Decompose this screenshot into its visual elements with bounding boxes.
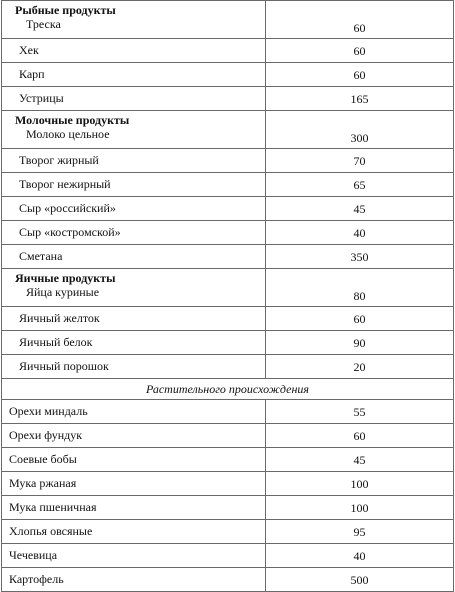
group-title-dairy: Молочные продукты	[15, 113, 130, 127]
row-value: 65	[266, 173, 454, 197]
row-name: Орехи фундук	[2, 424, 266, 448]
row-name: Творог нежирный	[2, 173, 266, 197]
table-row	[2, 331, 454, 355]
table-row	[2, 568, 454, 592]
row-value: 95	[266, 520, 454, 544]
table-row	[2, 173, 454, 197]
row-name: Устрицы	[2, 87, 266, 111]
table-row	[2, 544, 454, 568]
row-name: Картофель	[2, 568, 266, 592]
table-row	[2, 197, 454, 221]
row-name: Сыр «российский»	[2, 197, 266, 221]
row-value: 350	[266, 245, 454, 269]
row-value: 40	[266, 221, 454, 245]
row-name: Соевые бобы	[2, 448, 266, 472]
table-row	[2, 63, 454, 87]
table-row	[2, 355, 454, 379]
table-row	[2, 221, 454, 245]
table-row	[2, 111, 454, 149]
group-cell	[2, 1, 266, 39]
table-row	[2, 149, 454, 173]
group-cell	[2, 269, 266, 307]
row-name: Хек	[2, 39, 266, 63]
row-name: Молоко цельное	[26, 127, 110, 141]
food-table	[1, 0, 454, 592]
group-cell	[2, 111, 266, 149]
table-row	[2, 245, 454, 269]
row-name: Карп	[2, 63, 266, 87]
row-name: Яичный белок	[2, 331, 266, 355]
row-name: Чечевица	[2, 544, 266, 568]
row-value: 500	[266, 568, 454, 592]
table-row	[2, 1, 454, 39]
table-row	[2, 400, 454, 424]
row-value: 100	[266, 472, 454, 496]
row-name: Сыр «костромской»	[2, 221, 266, 245]
row-name: Сметана	[2, 245, 266, 269]
table-row	[2, 307, 454, 331]
row-value: 60	[266, 63, 454, 87]
row-name: Треска	[26, 17, 61, 31]
row-name: Мука ржаная	[2, 472, 266, 496]
row-name: Яичный порошок	[2, 355, 266, 379]
row-value: 300	[266, 111, 454, 149]
section-title-plant: Растительного происхождения	[2, 379, 454, 400]
group-title-fish: Рыбные продукты	[15, 3, 116, 17]
row-value: 60	[266, 1, 454, 39]
row-name: Мука пшеничная	[2, 496, 266, 520]
table-row	[2, 87, 454, 111]
row-name: Хлопья овсяные	[2, 520, 266, 544]
row-value: 60	[266, 39, 454, 63]
table-row	[2, 448, 454, 472]
row-value: 45	[266, 448, 454, 472]
row-value: 20	[266, 355, 454, 379]
row-name: Творог жирный	[2, 149, 266, 173]
row-value: 40	[266, 544, 454, 568]
row-name: Орехи миндаль	[2, 400, 266, 424]
table-row	[2, 472, 454, 496]
row-value: 80	[266, 269, 454, 307]
section-row	[2, 379, 454, 400]
row-value: 70	[266, 149, 454, 173]
row-value: 60	[266, 307, 454, 331]
row-value: 55	[266, 400, 454, 424]
row-value: 100	[266, 496, 454, 520]
row-name: Яичный желток	[2, 307, 266, 331]
table-row	[2, 39, 454, 63]
row-value: 165	[266, 87, 454, 111]
row-value: 60	[266, 424, 454, 448]
row-name: Яйца куриные	[26, 285, 100, 299]
table-row	[2, 269, 454, 307]
food-table-body	[2, 1, 454, 592]
table-row	[2, 520, 454, 544]
table-row	[2, 496, 454, 520]
row-value: 90	[266, 331, 454, 355]
row-value: 45	[266, 197, 454, 221]
group-title-eggs: Яичные продукты	[15, 271, 116, 285]
table-row	[2, 424, 454, 448]
